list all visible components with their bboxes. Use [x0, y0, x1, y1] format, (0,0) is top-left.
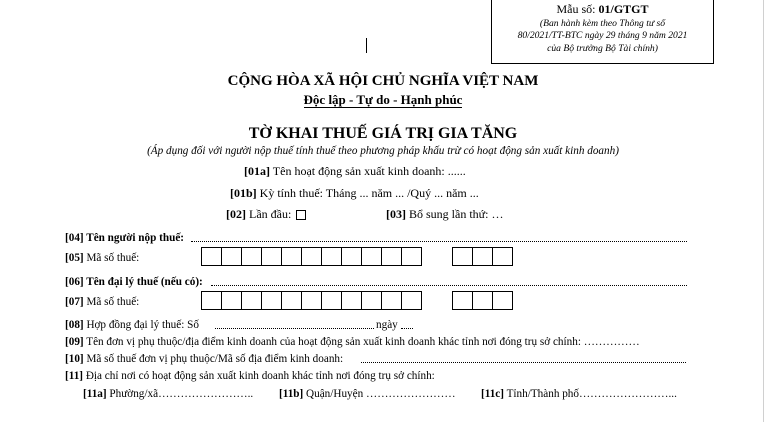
tax-code-boxes[interactable] [201, 247, 422, 266]
field-07-agent-tax-code: [07] Mã số thuế: [65, 296, 140, 308]
contract-number-input[interactable] [215, 328, 374, 329]
field-05-tax-code: [05] Mã số thuế: [65, 252, 140, 264]
form-number: Mẫu số: 01/GTGT [556, 2, 649, 16]
field-11-address: [11] Địa chỉ nơi có hoạt động sản xuất kinh doanh khác tỉnh nơi đóng trụ sở chính: [65, 370, 435, 382]
field-08-agent-contract: [08] Hợp đồng đại lý thuế: Số [65, 319, 199, 331]
nation-heading: CỘNG HÒA XÃ HỘI CHỦ NGHĨA VIỆT NAM [227, 73, 539, 89]
field-11b-district[interactable]: [11b] Quận/Huyện …………………… [279, 388, 456, 400]
field-01a[interactable]: [01a] Tên hoạt động sản xuất kinh doanh: ...... [244, 164, 466, 178]
agent-tax-code-branch-boxes[interactable] [452, 291, 513, 310]
text-cursor [366, 38, 367, 53]
field-03-supplement[interactable]: [03] Bổ sung lần thứ: … [386, 207, 504, 221]
taxpayer-name-input[interactable] [191, 241, 687, 242]
first-time-checkbox[interactable] [296, 210, 306, 220]
tax-code-branch-boxes[interactable] [452, 247, 513, 266]
form-subtitle: (Áp dụng đối với người nộp thuế tính thuế theo phương pháp khấu trừ có hoạt động sản xuất kinh doanh) [147, 145, 619, 157]
page-edge [763, 0, 764, 422]
field-02-first-time[interactable]: [02] Lần đầu: [226, 207, 306, 222]
field-10-dependent-tax-code: [10] Mã số thuế đơn vị phụ thuộc/Mã số địa điểm kinh doanh: [65, 353, 344, 365]
contract-date-input[interactable] [401, 328, 413, 329]
dependent-tax-code-input[interactable] [361, 362, 686, 363]
field-11c-province[interactable]: [11c] Tỉnh/Thành phố……………………... [481, 388, 677, 400]
form-issuance-note: (Ban hành kèm theo Thông tư số 80/2021/TT-BTC ngày 29 tháng 9 năm 2021 của Bộ trưởng Bộ Tài chính) [517, 18, 688, 54]
form-number-box [491, 0, 714, 64]
field-01b[interactable]: [01b] Kỳ tính thuế: Tháng ... năm ... /Quý ... năm ... [230, 186, 479, 200]
field-04-taxpayer-name: [04] Tên người nộp thuế: [65, 232, 185, 244]
form-title: TỜ KHAI THUẾ GIÁ TRỊ GIA TĂNG [248, 125, 518, 142]
field-11a-ward[interactable]: [11a] Phường/xã…………………….. [83, 388, 254, 400]
agent-tax-code-boxes[interactable] [201, 291, 422, 310]
contract-date-label: ngày [376, 319, 398, 331]
field-06-agent-name: [06] Tên đại lý thuế (nếu có): [65, 276, 203, 288]
field-09-dependent-unit[interactable]: [09] Tên đơn vị phụ thuộc/địa điểm kinh doanh của hoạt động sản xuất kinh doanh khác tỉnh nơi đóng trụ sở chính: …………… [65, 336, 640, 348]
agent-name-input[interactable] [211, 285, 687, 286]
motto: Độc lập - Tự do - Hạnh phúc [303, 92, 463, 107]
